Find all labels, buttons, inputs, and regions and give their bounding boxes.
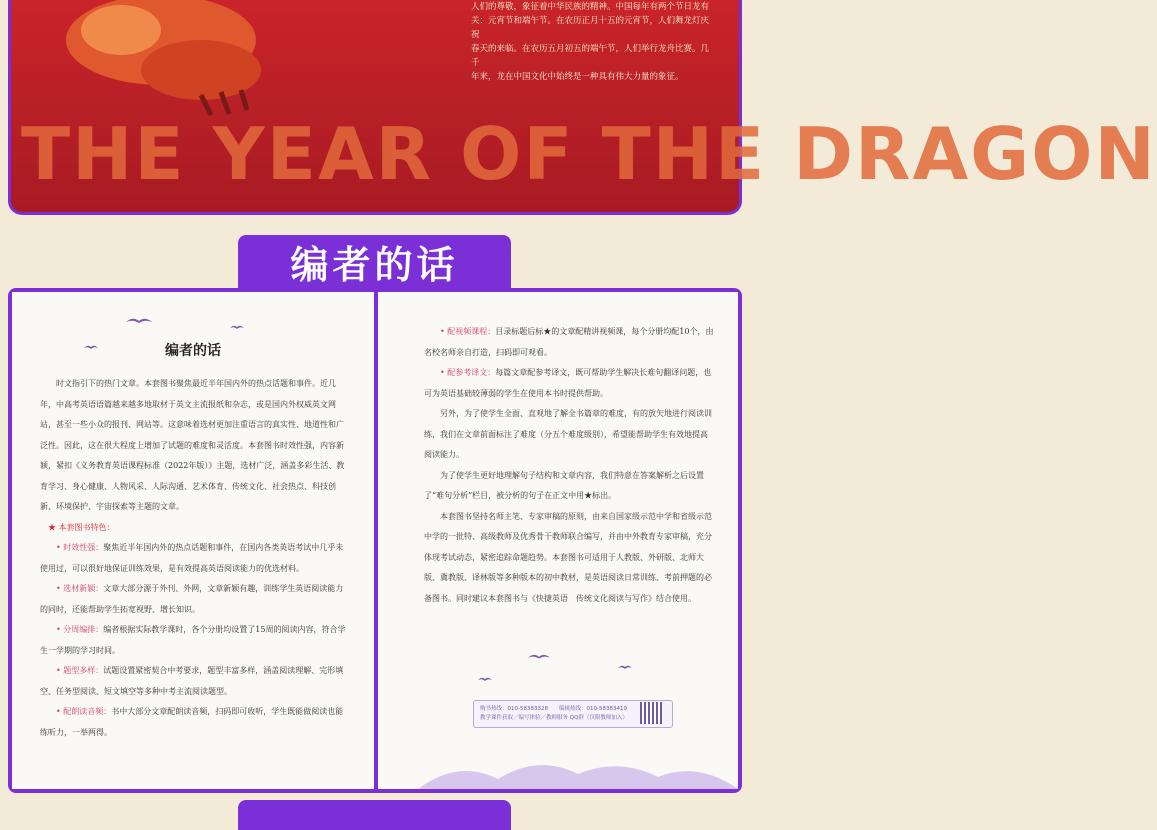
contact-line: 购书热线：010-58383328 编辑热线：010-58383419 — [480, 706, 627, 712]
right-page-body — [424, 322, 714, 609]
qr-code-icon[interactable] — [640, 702, 662, 724]
feature-item — [424, 363, 714, 404]
banner-line: 人们的尊敬，象征着中华民族的精神。中国每年有两个节日龙有 — [471, 2, 710, 12]
banner-line: 春天的来临。在农历五月初五的端午节，人们举行龙舟比赛。几千 — [471, 44, 710, 68]
feature-text: 文章大部分源于外刊、外网，文章新颖有趣，训练学生英语阅读能力的同时，还能帮助学生拓宽视野、增长知识。 — [40, 584, 344, 614]
feature-label: • 配朗读音频： — [56, 707, 112, 716]
feature-label: • 配参考译文： — [440, 368, 496, 377]
book-spread — [8, 288, 742, 793]
features-heading: ★ 本套图书特色： — [48, 522, 115, 532]
feature-text: 目录标题后标★的文章配精讲视频课，每个分册均配10个，由名校名师亲自打造，扫码即可观看。 — [424, 327, 714, 357]
feature-item — [424, 322, 714, 363]
banner-paragraph — [471, 0, 711, 84]
dragon-illustration — [51, 0, 291, 120]
bird-icon — [528, 652, 550, 660]
year-of-dragon-title: THE YEAR OF THE DRAGON — [21, 112, 1157, 196]
feature-item — [40, 620, 346, 661]
feature-label: • 时效性强： — [56, 543, 104, 552]
banner-line: 年来，龙在中国文化中始终是一种具有伟大力量的象征。 — [471, 72, 684, 82]
left-page — [12, 292, 374, 789]
feature-text: 书中大部分文章配朗读音频，扫码即可收听，学生既能做阅读也能练听力，一举两得。 — [40, 707, 344, 737]
feature-label: • 分周编排： — [56, 625, 104, 634]
next-section-title — [238, 800, 511, 830]
body-paragraph: 本套图书坚持名师主笔、专家审稿的原则，由来自国家级示范中学和省级示范中学的一批特、高级教师及优秀骨干教师联合编写，并由中外教育专家审稿，充分体现考试动态，紧密追踪命题趋势。本套图书可适用于人教版、外研版、北师大版、冀教版、译林版等多种版本的初中教材，是英语阅读日常训练、考前押题的必备图书。同时建议本套图书与《快捷英语 传统文化阅读与写作》结合使用。 — [424, 511, 712, 603]
section-title: 编者的话 — [238, 235, 511, 295]
feature-label: • 配视频课程： — [440, 327, 496, 336]
feature-item — [40, 702, 346, 743]
contact-line: 教学课件获取／编写体验／教师服务 QQ群（仅限教师加入） — [480, 715, 628, 721]
intro-paragraph: 时文指引下的热门文章。本套图书聚焦最近半年国内外的热点话题和事件。近几年，中高考英语语篇越来越多地取材于英文主流报纸和杂志，或是国内外权威英文网站，甚至一些小众的报刊、网站等。这意味着选材更加注重语言的真实性、地道性和广泛性。因此，这在很大程度上增加了试题的难度和灵活度。本套图书时效性强，内容新颖，紧扣《义务教育英语课程标准（2022年版）》主题，选材广泛，涵盖多彩生活、教育学习、身心健康、人物风采、人际沟通、艺术体育、传统文化、社会热点、科技创新、环境保护、宇宙探索等主题的文章。 — [40, 379, 345, 511]
feature-label: • 题型多样： — [56, 666, 104, 675]
page-title: 编者的话 — [165, 343, 221, 359]
left-page-body — [40, 374, 346, 743]
mountain-decoration — [418, 749, 738, 789]
feature-item — [40, 538, 346, 579]
feature-item — [40, 661, 346, 702]
body-paragraph: 为了使学生更好地理解句子结构和文章内容，我们特意在答案解析之后设置了“难句分析”栏目，被分析的句子在正文中用★标出。 — [424, 470, 704, 500]
banner-line: 关：元宵节和端午节。在农历正月十五的元宵节，人们舞龙灯庆祝 — [471, 16, 710, 40]
bird-icon — [230, 324, 244, 330]
feature-text: 编者根据实际教学课时，各个分册均设置了15周的阅读内容，符合学生一学期的学习时间。 — [40, 625, 346, 655]
feature-item — [40, 579, 346, 620]
bird-icon — [478, 676, 492, 682]
feature-text: 试题设置紧密契合中考要求，题型丰富多样，涵盖阅读理解、完形填空、任务型阅读、短文填空等多种中考主流阅读题型。 — [40, 666, 344, 696]
dragon-banner — [8, 0, 1157, 215]
bird-icon — [618, 664, 632, 670]
body-paragraph: 另外，为了使学生全面、直观地了解全书篇章的难度，有的放矢地进行阅读训练，我们在文章前面标注了难度（分五个难度级别），希望能帮助学生有效地提高阅读能力。 — [424, 409, 712, 459]
right-page — [378, 292, 738, 789]
feature-text: 聚焦近半年国内外的热点话题和事件，在国内各类英语考试中几乎未使用过，可以很好地保证训练效果，是有效提高英语阅读能力的优选材料。 — [40, 543, 344, 573]
feature-label: • 选材新颖： — [56, 584, 104, 593]
feature-text: 每篇文章配参考译文，既可帮助学生解决长难句翻译问题，也可为英语基础较薄弱的学生在使用本书时提供帮助。 — [424, 368, 712, 398]
bird-icon — [126, 316, 152, 324]
